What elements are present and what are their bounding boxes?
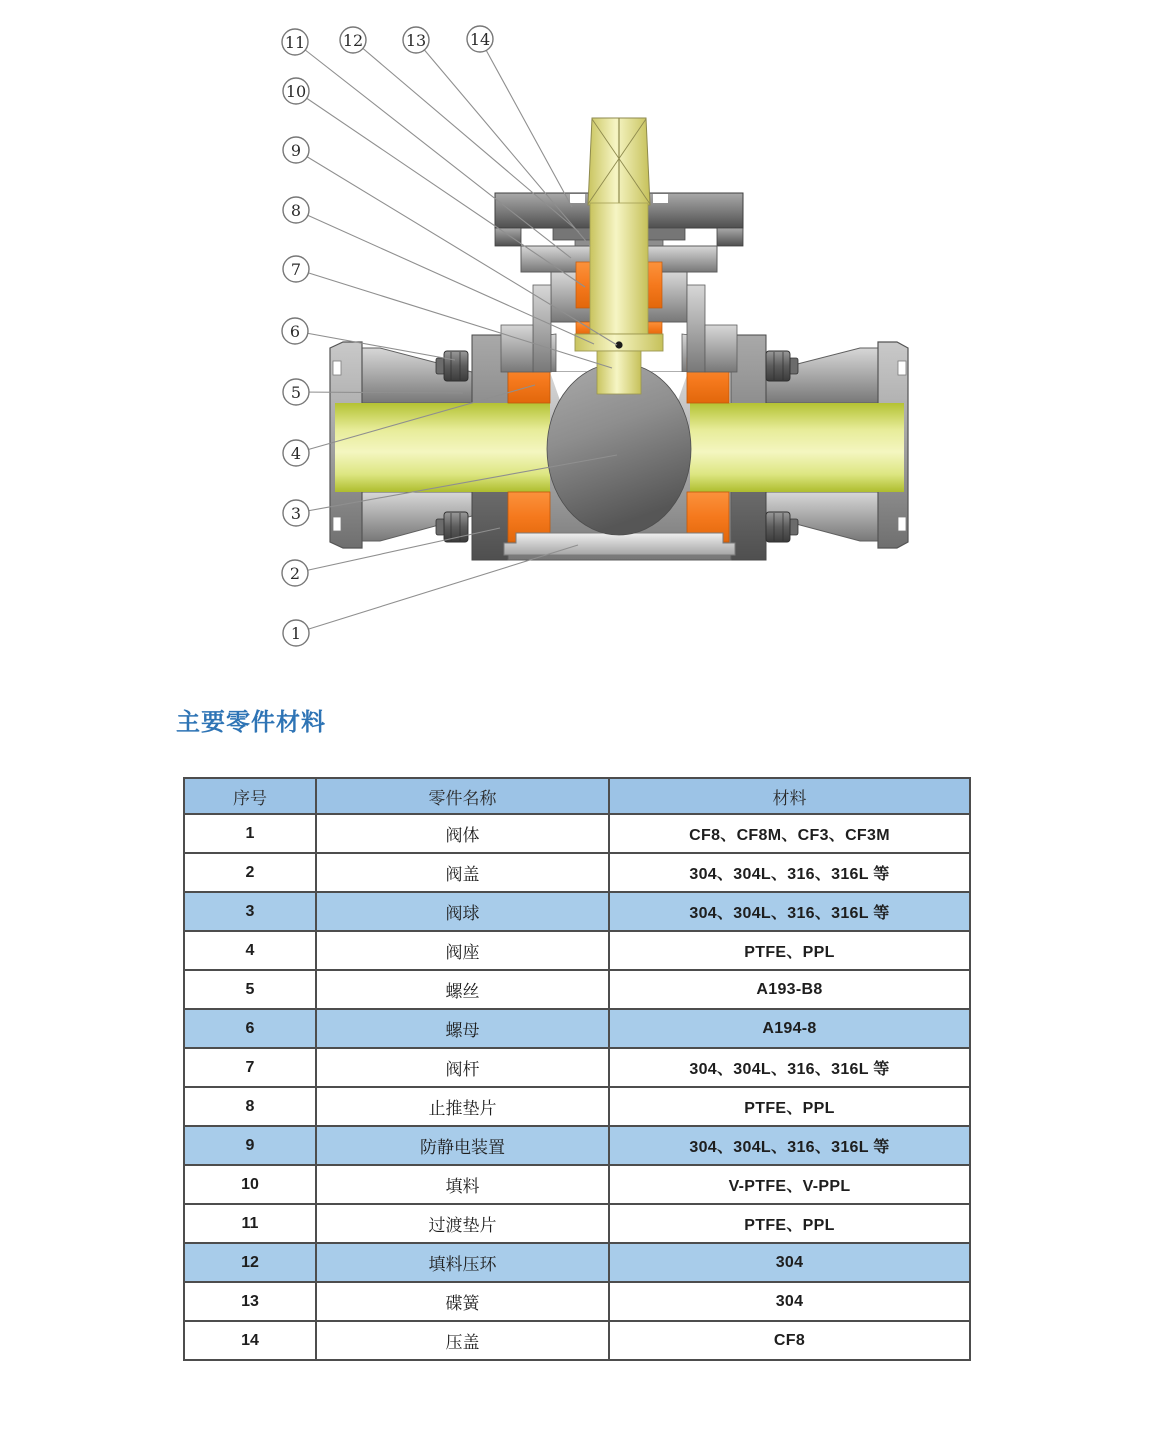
cell-material: 304、304L、316、316L 等 xyxy=(609,1048,970,1087)
parts-table xyxy=(183,777,971,1361)
cell-no: 12 xyxy=(184,1243,316,1282)
callout-label: 10 xyxy=(285,81,307,101)
right-flange-hole-bottom xyxy=(898,517,906,531)
callout-8 xyxy=(283,197,309,223)
gland-notch-left xyxy=(570,194,585,203)
callout-label: 7 xyxy=(290,259,302,279)
callout-label: 2 xyxy=(289,563,301,583)
cell-material: PTFE、PPL xyxy=(609,1087,970,1126)
bore-right xyxy=(690,403,904,492)
cell-material: CF8、CF8M、CF3、CF3M xyxy=(609,814,970,853)
cell-material: A194-8 xyxy=(609,1009,970,1048)
callout-label: 11 xyxy=(284,32,306,52)
cell-no: 1 xyxy=(184,814,316,853)
callout-11 xyxy=(282,29,308,55)
table-row xyxy=(184,1048,970,1087)
callout-13 xyxy=(403,27,429,53)
cell-part-name: 压盖 xyxy=(316,1321,609,1360)
cell-part-name: 过渡垫片 xyxy=(316,1204,609,1243)
cell-no: 14 xyxy=(184,1321,316,1360)
callout-4 xyxy=(283,440,309,466)
callout-3 xyxy=(283,500,309,526)
cell-no: 4 xyxy=(184,931,316,970)
cell-material: CF8 xyxy=(609,1321,970,1360)
table-row xyxy=(184,1165,970,1204)
bonnet-step-left xyxy=(533,285,551,372)
cell-material: 304、304L、316、316L 等 xyxy=(609,853,970,892)
table-row xyxy=(184,814,970,853)
cell-material: 304 xyxy=(609,1282,970,1321)
packing-right xyxy=(648,262,662,308)
callout-14 xyxy=(467,26,493,52)
table-row xyxy=(184,1243,970,1282)
stem-body xyxy=(590,203,648,334)
table-row xyxy=(184,1009,970,1048)
cell-material: A193-B8 xyxy=(609,970,970,1009)
table-header-row xyxy=(184,778,970,814)
gland-tab-right xyxy=(717,228,743,246)
cell-no: 9 xyxy=(184,1126,316,1165)
table-row xyxy=(184,853,970,892)
table-row xyxy=(184,1321,970,1360)
callout-label: 3 xyxy=(290,503,302,523)
table-row xyxy=(184,1087,970,1126)
callout-7 xyxy=(283,256,309,282)
callout-label: 8 xyxy=(290,200,302,220)
stem-lower xyxy=(597,351,641,394)
cell-part-name: 阀球 xyxy=(316,892,609,931)
callout-12 xyxy=(340,27,366,53)
cell-no: 7 xyxy=(184,1048,316,1087)
header-part-name: 零件名称 xyxy=(316,778,609,814)
callout-line-8 xyxy=(296,210,594,344)
bonnet-step-outer-right xyxy=(705,325,737,372)
cell-no: 3 xyxy=(184,892,316,931)
callout-label: 4 xyxy=(290,443,302,463)
cell-material: 304 xyxy=(609,1243,970,1282)
callout-line-12 xyxy=(353,40,579,232)
callout-10 xyxy=(283,78,309,104)
table-row xyxy=(184,970,970,1009)
valve-diagram xyxy=(0,0,1150,700)
section-title: 主要零件材料 xyxy=(176,709,326,736)
cell-material: PTFE、PPL xyxy=(609,1204,970,1243)
cell-no: 6 xyxy=(184,1009,316,1048)
cell-material: PTFE、PPL xyxy=(609,931,970,970)
bonnet-step-outer-left xyxy=(501,325,533,372)
callout-label: 13 xyxy=(405,30,427,50)
right-flange-hole-top xyxy=(898,361,906,375)
header-no: 序号 xyxy=(184,778,316,814)
cell-part-name: 填料 xyxy=(316,1165,609,1204)
cell-no: 13 xyxy=(184,1282,316,1321)
callout-5 xyxy=(283,379,309,405)
callout-line-14 xyxy=(480,39,572,207)
bottom-cover xyxy=(504,533,735,555)
callout-label: 6 xyxy=(289,321,301,341)
cell-no: 11 xyxy=(184,1204,316,1243)
bore-left xyxy=(335,403,550,492)
callout-label: 9 xyxy=(290,140,302,160)
callout-1 xyxy=(283,620,309,646)
cell-material: 304、304L、316、316L 等 xyxy=(609,892,970,931)
bonnet-step-right xyxy=(687,285,705,372)
table-row xyxy=(184,1126,970,1165)
gland-tab-left xyxy=(495,228,521,246)
callout-line-11 xyxy=(295,42,571,258)
callout-label: 12 xyxy=(342,30,364,50)
cell-part-name: 碟簧 xyxy=(316,1282,609,1321)
callout-6 xyxy=(282,318,308,344)
callout-2 xyxy=(282,560,308,586)
callout-line-1 xyxy=(296,545,578,633)
cell-part-name: 止推垫片 xyxy=(316,1087,609,1126)
cell-part-name: 防静电装置 xyxy=(316,1126,609,1165)
table-row xyxy=(184,1282,970,1321)
cell-no: 2 xyxy=(184,853,316,892)
cell-part-name: 阀杆 xyxy=(316,1048,609,1087)
cell-material: 304、304L、316、316L 等 xyxy=(609,1126,970,1165)
callout-label: 14 xyxy=(469,29,491,49)
cell-part-name: 阀体 xyxy=(316,814,609,853)
left-flange-hole-bottom xyxy=(333,517,341,531)
table-row xyxy=(184,931,970,970)
gland-notch-right xyxy=(653,194,668,203)
cell-part-name: 螺丝 xyxy=(316,970,609,1009)
parts-table-body xyxy=(184,814,970,1360)
cell-part-name: 阀座 xyxy=(316,931,609,970)
header-material: 材料 xyxy=(609,778,970,814)
left-flange-hole-top xyxy=(333,361,341,375)
table-row xyxy=(184,1204,970,1243)
cell-no: 8 xyxy=(184,1087,316,1126)
table-row xyxy=(184,892,970,931)
callout-label: 5 xyxy=(290,382,302,402)
cell-part-name: 阀盖 xyxy=(316,853,609,892)
callout-label: 1 xyxy=(290,623,302,643)
cell-part-name: 螺母 xyxy=(316,1009,609,1048)
callout-9 xyxy=(283,137,309,163)
cell-part-name: 填料压环 xyxy=(316,1243,609,1282)
cell-no: 5 xyxy=(184,970,316,1009)
cell-material: V-PTFE、V-PPL xyxy=(609,1165,970,1204)
cell-no: 10 xyxy=(184,1165,316,1204)
transition-gasket-right xyxy=(648,322,662,335)
